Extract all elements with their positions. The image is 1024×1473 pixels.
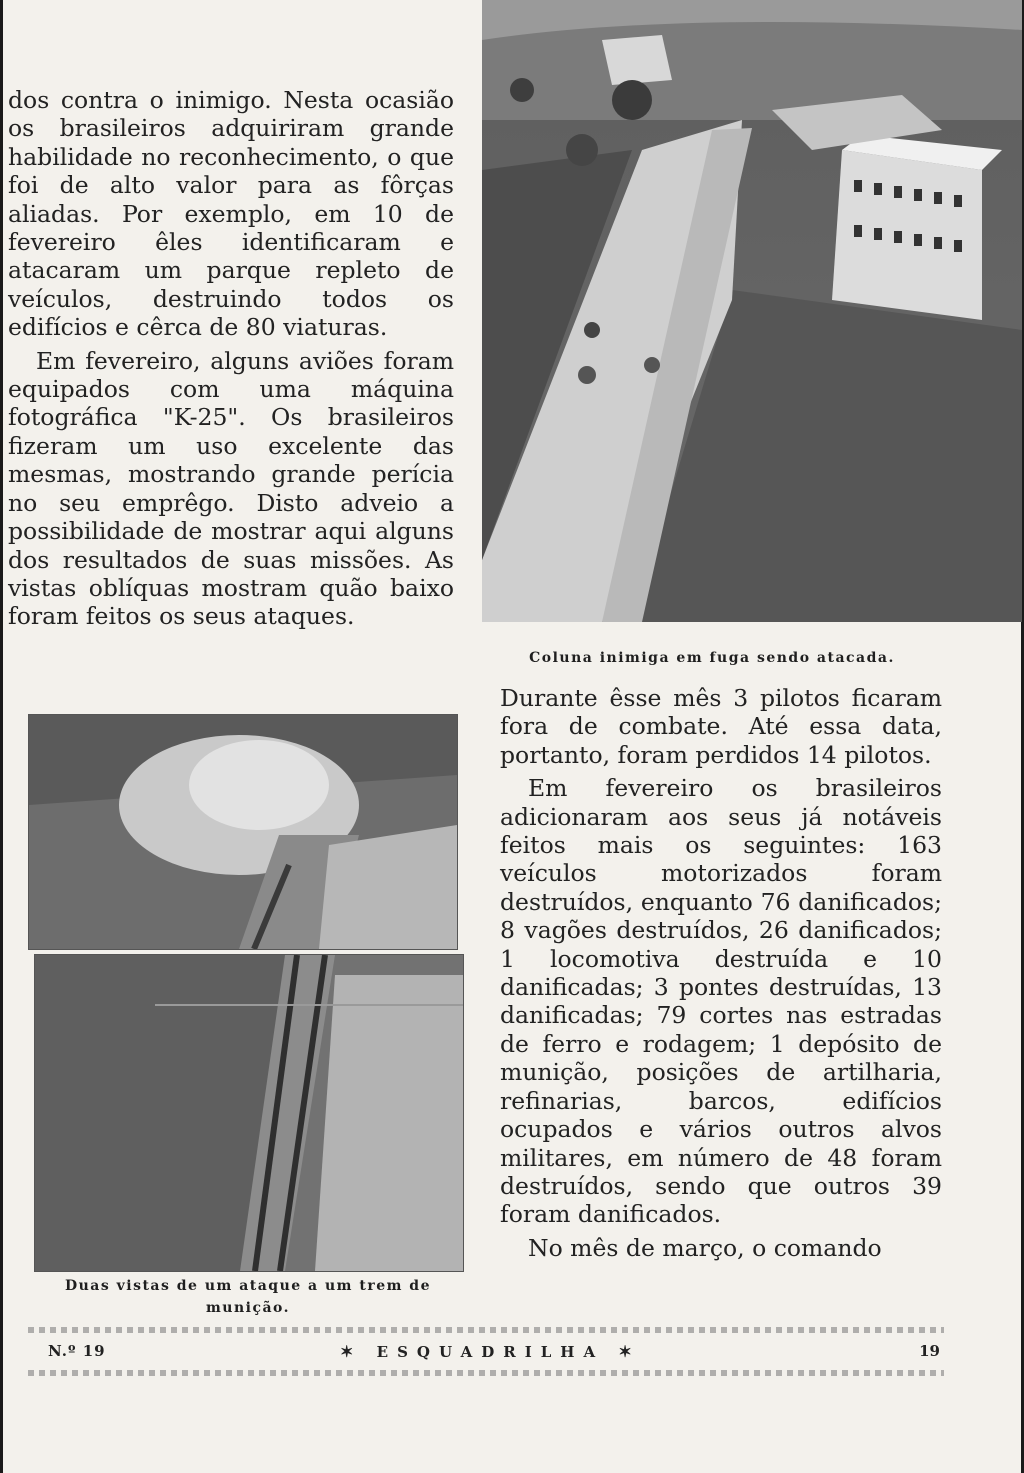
page-number: 19 (919, 1342, 940, 1360)
right-paragraph-3: No mês de março, o comando (528, 1233, 882, 1262)
photo-enemy-column (482, 0, 1022, 622)
footer-rule-top (28, 1327, 944, 1333)
right-column-text (500, 684, 942, 1262)
photo-train-attack-explosion (28, 714, 458, 950)
caption-train-attack: Duas vistas de um ataque a um trem de munição. (64, 1278, 431, 1316)
magazine-title: ESQUADRILHA (376, 1343, 605, 1361)
page-edge-left (0, 0, 3, 1473)
star-icon: ✶ (618, 1342, 641, 1361)
photo-train-attack-rails-image (35, 955, 463, 1271)
photo-train-attack-rails (34, 954, 464, 1272)
star-icon: ✶ (340, 1342, 363, 1361)
photo-enemy-column-image (482, 0, 1022, 622)
issue-number: N.º 19 (48, 1342, 106, 1360)
magazine-title-line (340, 1342, 641, 1361)
caption-enemy-column: Coluna inimiga em fuga sendo atacada. (529, 650, 895, 666)
left-column-text (8, 86, 454, 631)
page-footer (40, 1342, 950, 1366)
left-paragraph-2: Em fevereiro, alguns aviões foram equipados com uma máquina fotográfica "K-25". Os brasileiros fizeram um uso excelente das mesmas, mostrando grande perícia no seu emprêgo. Disto adveio a possibilidade de mostrar aqui alguns dos resultados de suas missões. As vistas oblíquas mostram quão baixo foram feitos os seus ataques. (8, 346, 454, 631)
right-paragraph-1: Durante êsse mês 3 pilotos ficaram fora de combate. Até essa data, portanto, foram perdidos 14 pilotos. (500, 684, 942, 769)
right-paragraph-2: Em fevereiro os brasileiros adicionaram aos seus já notáveis feitos mais os seguintes: 163 veículos motorizados foram destruídos, enquanto 76 danificados; 8 vagões destruídos, 26 danificados; 1 locomotiva destruída e 10 danificadas; 3 pontes destruídas, 13 danificadas; 79 cortes nas estradas de ferro e rodagem; 1 depósito de munição, posições de artilharia, refinarias, barcos, edifícios ocupados e vários outros alvos militares, em número de 48 foram destruídos, sendo que outros 39 foram danificados. (500, 774, 942, 1229)
photo-train-attack-explosion-image (29, 715, 457, 949)
footer-rule-bottom (28, 1370, 944, 1376)
left-paragraph-1: dos contra o inimigo. Nesta ocasião os brasileiros adquiriram grande habilidade no reconhecimento, o que foi de alto valor para as fôrças aliadas. Por exemplo, em 10 de fevereiro êles identificaram e atacaram um parque repleto de veículos, destruindo todos os edifícios e cêrca de 80 viaturas. (8, 86, 454, 342)
